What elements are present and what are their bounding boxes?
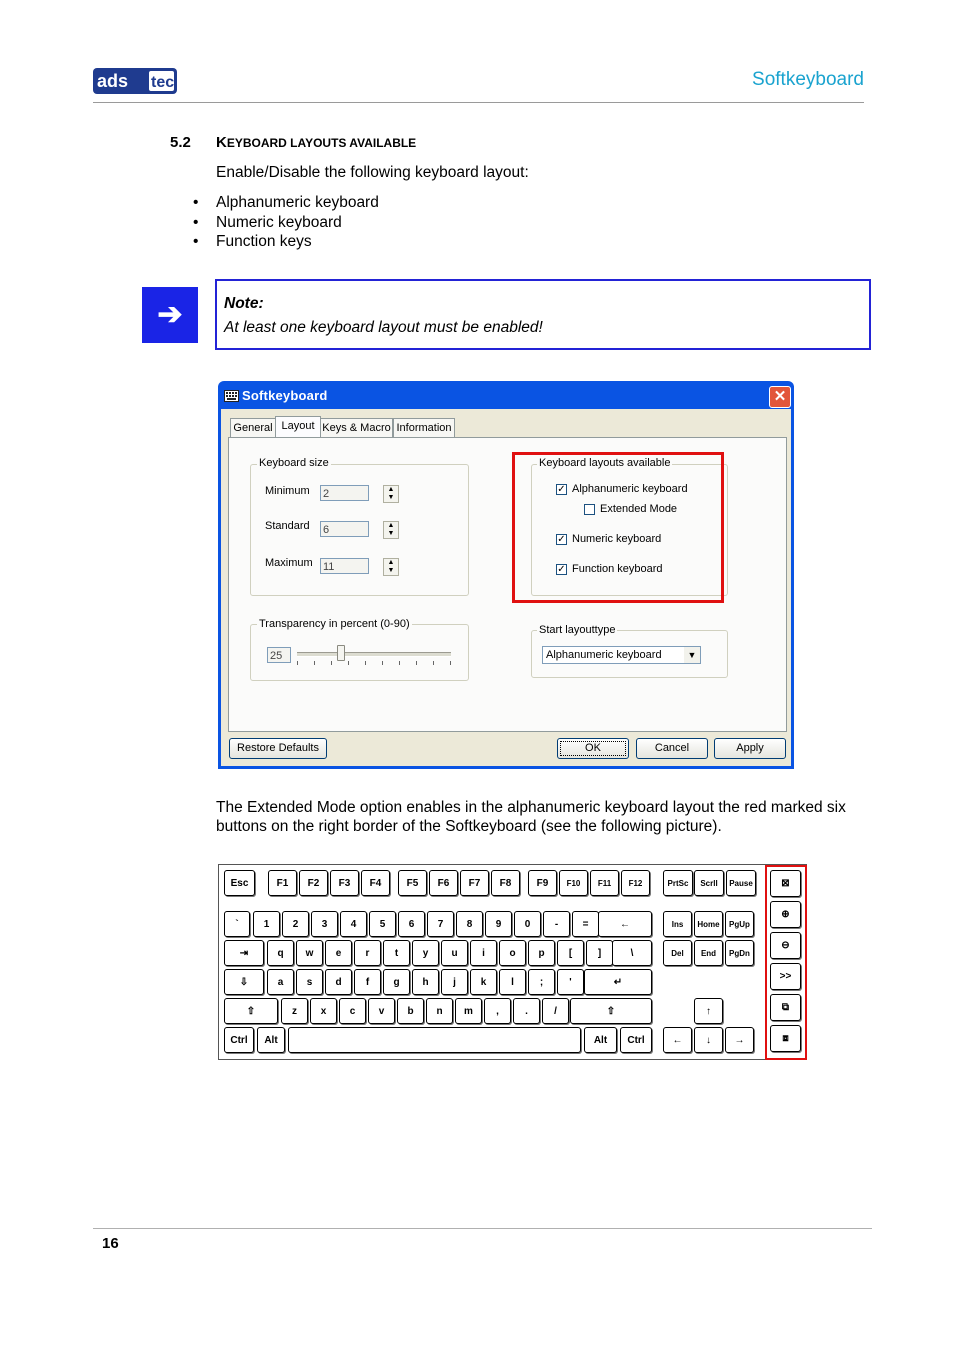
keyboard-key[interactable]: w [296,940,323,966]
svg-text:ads: ads [97,71,129,91]
keyboard-key[interactable]: Ctrl [224,1027,254,1053]
chevron-down-icon[interactable]: ▼ [684,647,700,663]
ok-button[interactable]: OK [557,738,629,759]
keyboard-key[interactable]: 7 [427,911,454,937]
dialog-title: Softkeyboard [242,388,328,403]
next-icon[interactable]: >> [770,963,801,990]
keyboard-key[interactable]: Esc [224,870,255,896]
note-text: At least one keyboard layout must be enabled! [224,319,543,336]
keyboard-key[interactable]: t [383,940,410,966]
transparency-track [297,652,451,657]
tab-information[interactable]: Information [393,418,455,437]
keyboard-key[interactable]: z [281,998,308,1024]
numeric-label: Numeric keyboard [572,533,662,545]
keyboard-key[interactable]: ⇥ [224,940,264,966]
list-item: • Numeric keyboard [193,213,379,233]
keyboard-key[interactable]: F10 [559,870,588,896]
slider-ticks [297,661,451,665]
keyboard-key[interactable]: b [397,998,424,1024]
footer-divider [93,1228,872,1229]
zoom-in-icon[interactable]: ⊕ [770,901,801,928]
keyboard-key[interactable]: \ [612,940,652,966]
close-box-icon[interactable]: ⊠ [770,870,801,897]
minimum-spinner[interactable]: ▲ ▼ [383,485,399,503]
keyboard-key[interactable]: F12 [621,870,650,896]
keyboard-key[interactable]: i [470,940,497,966]
keyboard-key[interactable]: F5 [398,870,427,896]
keyboard-key[interactable]: PgDn [725,940,754,966]
keyboard-key[interactable]: 6 [398,911,425,937]
transparency-label: Transparency in percent (0-90) [259,618,410,630]
keyboard-key[interactable]: 2 [282,911,309,937]
tab-layout[interactable]: Layout [275,416,321,438]
keyboard-key[interactable]: ↓ [694,1027,723,1053]
keyboard-key[interactable]: v [368,998,395,1024]
zoom-out-icon[interactable]: ⊖ [770,932,801,959]
standard-spinner[interactable]: ▲ ▼ [383,521,399,539]
tab-keys-macro[interactable]: Keys & Macro [320,418,393,437]
header-divider [93,102,864,103]
keyboard-key[interactable]: Alt [257,1027,285,1053]
restore-defaults-button[interactable]: Restore Defaults [229,738,327,759]
maximum-spinner[interactable]: ▲ ▼ [383,558,399,576]
header-title: Softkeyboard [752,69,864,90]
keyboard-icon [224,389,239,401]
layouts-label: Keyboard layouts available [539,457,671,469]
keyboard-key[interactable]: q [267,940,294,966]
keyboard-key[interactable]: f [354,969,381,995]
maximum-label: Maximum [265,557,313,569]
tab-general[interactable]: General [230,418,276,437]
minimum-field[interactable]: 2 [320,485,369,501]
apply-button[interactable]: Apply [714,738,786,759]
start-layout-label: Start layouttype [539,624,616,636]
keyboard-key[interactable]: Ctrl [620,1027,652,1053]
keyboard-size-label: Keyboard size [259,457,329,469]
keyboard-key[interactable]: 9 [485,911,512,937]
keyboard-key[interactable]: n [426,998,453,1024]
keyboard-key[interactable]: ← [663,1027,692,1053]
keyboard-key[interactable]: Del [663,940,692,966]
extended-keys-highlight [765,865,807,1060]
start-layout-select[interactable]: Alphanumeric keyboard [542,646,701,664]
keyboard-key[interactable]: F3 [330,870,359,896]
section-title-initial: K [216,134,227,151]
arrow-right-icon: ➔ [142,287,198,343]
keyboard-key[interactable]: F1 [268,870,297,896]
keyboard-key[interactable]: ⇩ [224,969,264,995]
keyboard-key[interactable]: x [310,998,337,1024]
keyboard-key[interactable]: End [694,940,723,966]
maximum-field[interactable]: 11 [320,558,369,574]
keyboard-key[interactable]: ⇧ [224,998,278,1024]
alphanumeric-checkbox[interactable]: ✓ [557,484,566,495]
keyboard-key[interactable]: ↑ [694,998,723,1024]
section-number: 5.2 [170,134,191,151]
keyboard-key[interactable]: 4 [340,911,367,937]
keyboard-key[interactable]: 1 [253,911,280,937]
keyboard-key[interactable]: Ins [663,911,692,937]
keyboard-key[interactable]: o [499,940,526,966]
keyboard-key[interactable]: h [412,969,439,995]
keyboard-key[interactable]: d [325,969,352,995]
adstec-logo [93,68,177,94]
keyboard-key[interactable]: c [339,998,366,1024]
note-title: Note: [224,295,264,312]
keyboard-key[interactable]: F2 [299,870,328,896]
function-label: Function keyboard [572,563,663,575]
minimum-label: Minimum [265,485,310,497]
keyboard-key[interactable]: ⇧ [570,998,652,1024]
keyboard-key[interactable]: 5 [369,911,396,937]
keyboard-key[interactable]: / [542,998,569,1024]
note-box [215,279,871,350]
keyboard-key[interactable]: ` [224,911,250,937]
highlight-box [512,452,724,603]
section-title [216,134,416,151]
keyboard-key[interactable]: y [412,940,439,966]
keyboard-key[interactable]: → [725,1027,754,1053]
keyboard-key[interactable]: - [543,911,570,937]
extended-mode-label: Extended Mode [600,503,678,515]
keyboard-key[interactable]: g [383,969,410,995]
keyboard-key[interactable]: , [484,998,511,1024]
list-item: • Alphanumeric keyboard [193,193,379,213]
keyboard-key[interactable]: j [441,969,468,995]
keyboard-key[interactable]: F8 [491,870,520,896]
keyboard-key[interactable]: F7 [460,870,489,896]
keyboard-key[interactable]: r [354,940,381,966]
numeric-checkbox[interactable]: ✓ [557,534,566,545]
keyboard-key[interactable]: ] [586,940,613,966]
keyboard-key[interactable]: u [441,940,468,966]
keyboard-key[interactable] [288,1027,581,1053]
standard-field[interactable]: 6 [320,521,369,537]
cancel-button[interactable]: Cancel [636,738,708,759]
keyboard-key[interactable]: ← [598,911,652,937]
section-intro: Enable/Disable the following keyboard layout: [216,164,529,181]
keyboard-key[interactable]: ↵ [584,969,652,995]
keyboard-key[interactable]: [ [557,940,584,966]
close-icon[interactable]: ✕ [769,386,791,408]
keyboard-key[interactable]: Home [694,911,723,937]
keyboard-key[interactable]: F11 [590,870,619,896]
list-item: • Function keys [193,232,379,252]
keyboard-key[interactable]: F9 [528,870,557,896]
standard-label: Standard [265,520,310,532]
page-number: 16 [102,1235,119,1252]
keyboard-key[interactable]: m [455,998,482,1024]
layout-list [193,193,379,252]
keyboard-key[interactable]: a [267,969,294,995]
keyboard-key[interactable]: 0 [514,911,541,937]
keyboard-key[interactable]: p [528,940,555,966]
alphanumeric-label: Alphanumeric keyboard [572,483,688,495]
transparency-slider-thumb[interactable] [337,645,345,661]
svg-text:tec: tec [151,74,175,91]
extended-mode-checkbox[interactable] [584,504,595,515]
keyboard-key[interactable]: . [513,998,540,1024]
keyboard-key[interactable]: s [296,969,323,995]
keyboard-key[interactable]: PrtSc [663,870,693,896]
extended-mode-paragraph: The Extended Mode option enables in the alphanumeric keyboard layout the red marked six buttons on the right border of the Softkeyboard (see the following picture). [216,799,846,835]
keyboard-key[interactable]: Alt [584,1027,617,1053]
keyboard-key[interactable]: l [499,969,526,995]
transparency-field[interactable]: 25 [267,647,291,663]
keyboard-key[interactable]: F6 [429,870,458,896]
keyboard-key[interactable]: F4 [361,870,390,896]
keyboard-key[interactable]: Scrll [694,870,724,896]
keyboard-key[interactable]: e [325,940,352,966]
window-grow-icon[interactable]: ⧉ [770,994,801,1021]
window-shrink-icon[interactable]: ⧈ [770,1025,801,1052]
keyboard-key[interactable]: k [470,969,497,995]
keyboard-key[interactable]: = [572,911,599,937]
keyboard-key[interactable]: Pause [726,870,756,896]
keyboard-key[interactable]: ' [557,969,584,995]
keyboard-key[interactable]: PgUp [725,911,754,937]
keyboard-key[interactable]: ; [528,969,555,995]
keyboard-key[interactable]: 8 [456,911,483,937]
section-title-rest: EYBOARD LAYOUTS AVAILABLE [226,136,417,150]
function-checkbox[interactable]: ✓ [557,564,566,575]
keyboard-key[interactable]: 3 [311,911,338,937]
